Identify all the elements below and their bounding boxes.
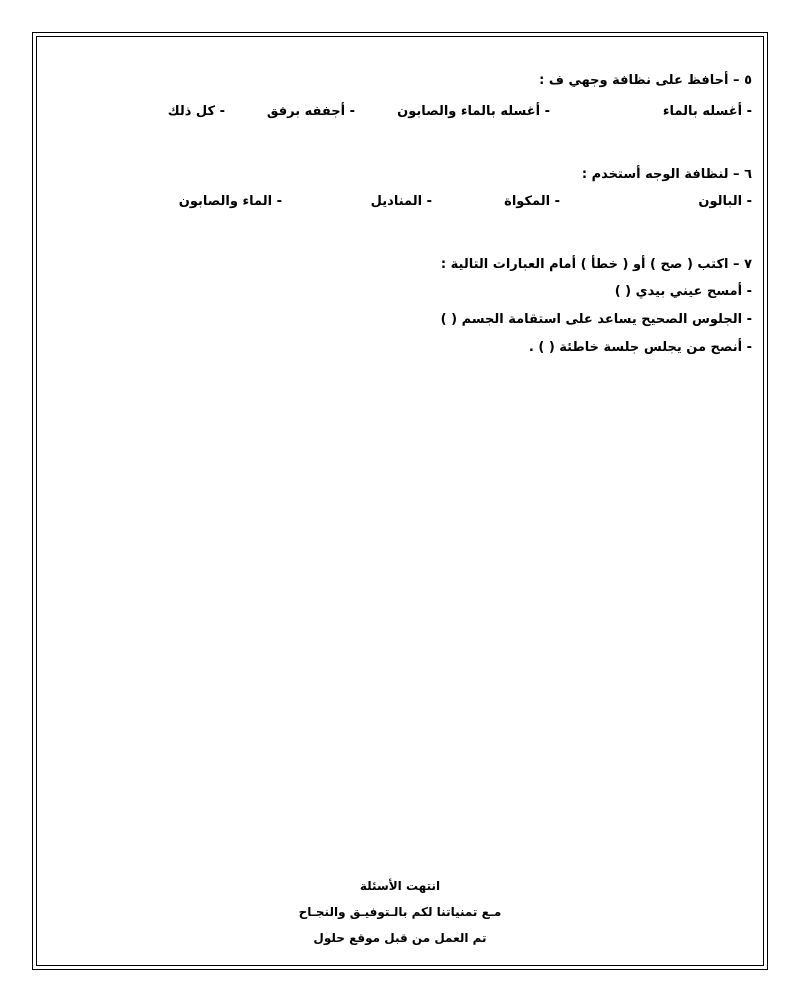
footer-credit: تم العمل من قبل موقع حلول — [313, 931, 487, 945]
q5-title: ٥ – أحافظ على نظافة وجهي ف : — [539, 73, 752, 88]
q5-option-4: - كل ذلك — [167, 104, 225, 119]
q7-statement-1: - أمسح عيني بيدي ( ) — [614, 284, 752, 299]
q7-statement-2: - الجلوس الصحيح يساعد على استقامة الجسم ( ) — [440, 312, 752, 327]
footer-wishes: مـع تمنياتنا لكم بالـتوفيـق والنجـاح — [298, 905, 502, 919]
q5-option-2: - أغسله بالماء والصابون — [397, 104, 550, 119]
q7-statement-3: - أنصح من يجلس جلسة خاطئة ( ) . — [528, 340, 752, 355]
q7-title: ٧ – اكتب ( صح ) أو ( خطأ ) أمام العبارات التالية : — [440, 257, 752, 272]
q6-title: ٦ – لنظافة الوجه أستخدم : — [581, 167, 752, 182]
q6-option-3: - المناديل — [370, 194, 432, 209]
q6-option-1: - البالون — [698, 194, 752, 209]
footer-end-of-questions: انتهت الأسئلة — [359, 879, 441, 893]
worksheet-content — [40, 40, 760, 960]
q5-option-3: - أجففه برفق — [266, 104, 355, 119]
q5-option-1: - أغسله بالماء — [662, 104, 752, 119]
q6-option-4: - الماء والصابون — [178, 194, 282, 209]
q6-option-2: - المكواة — [504, 194, 560, 209]
